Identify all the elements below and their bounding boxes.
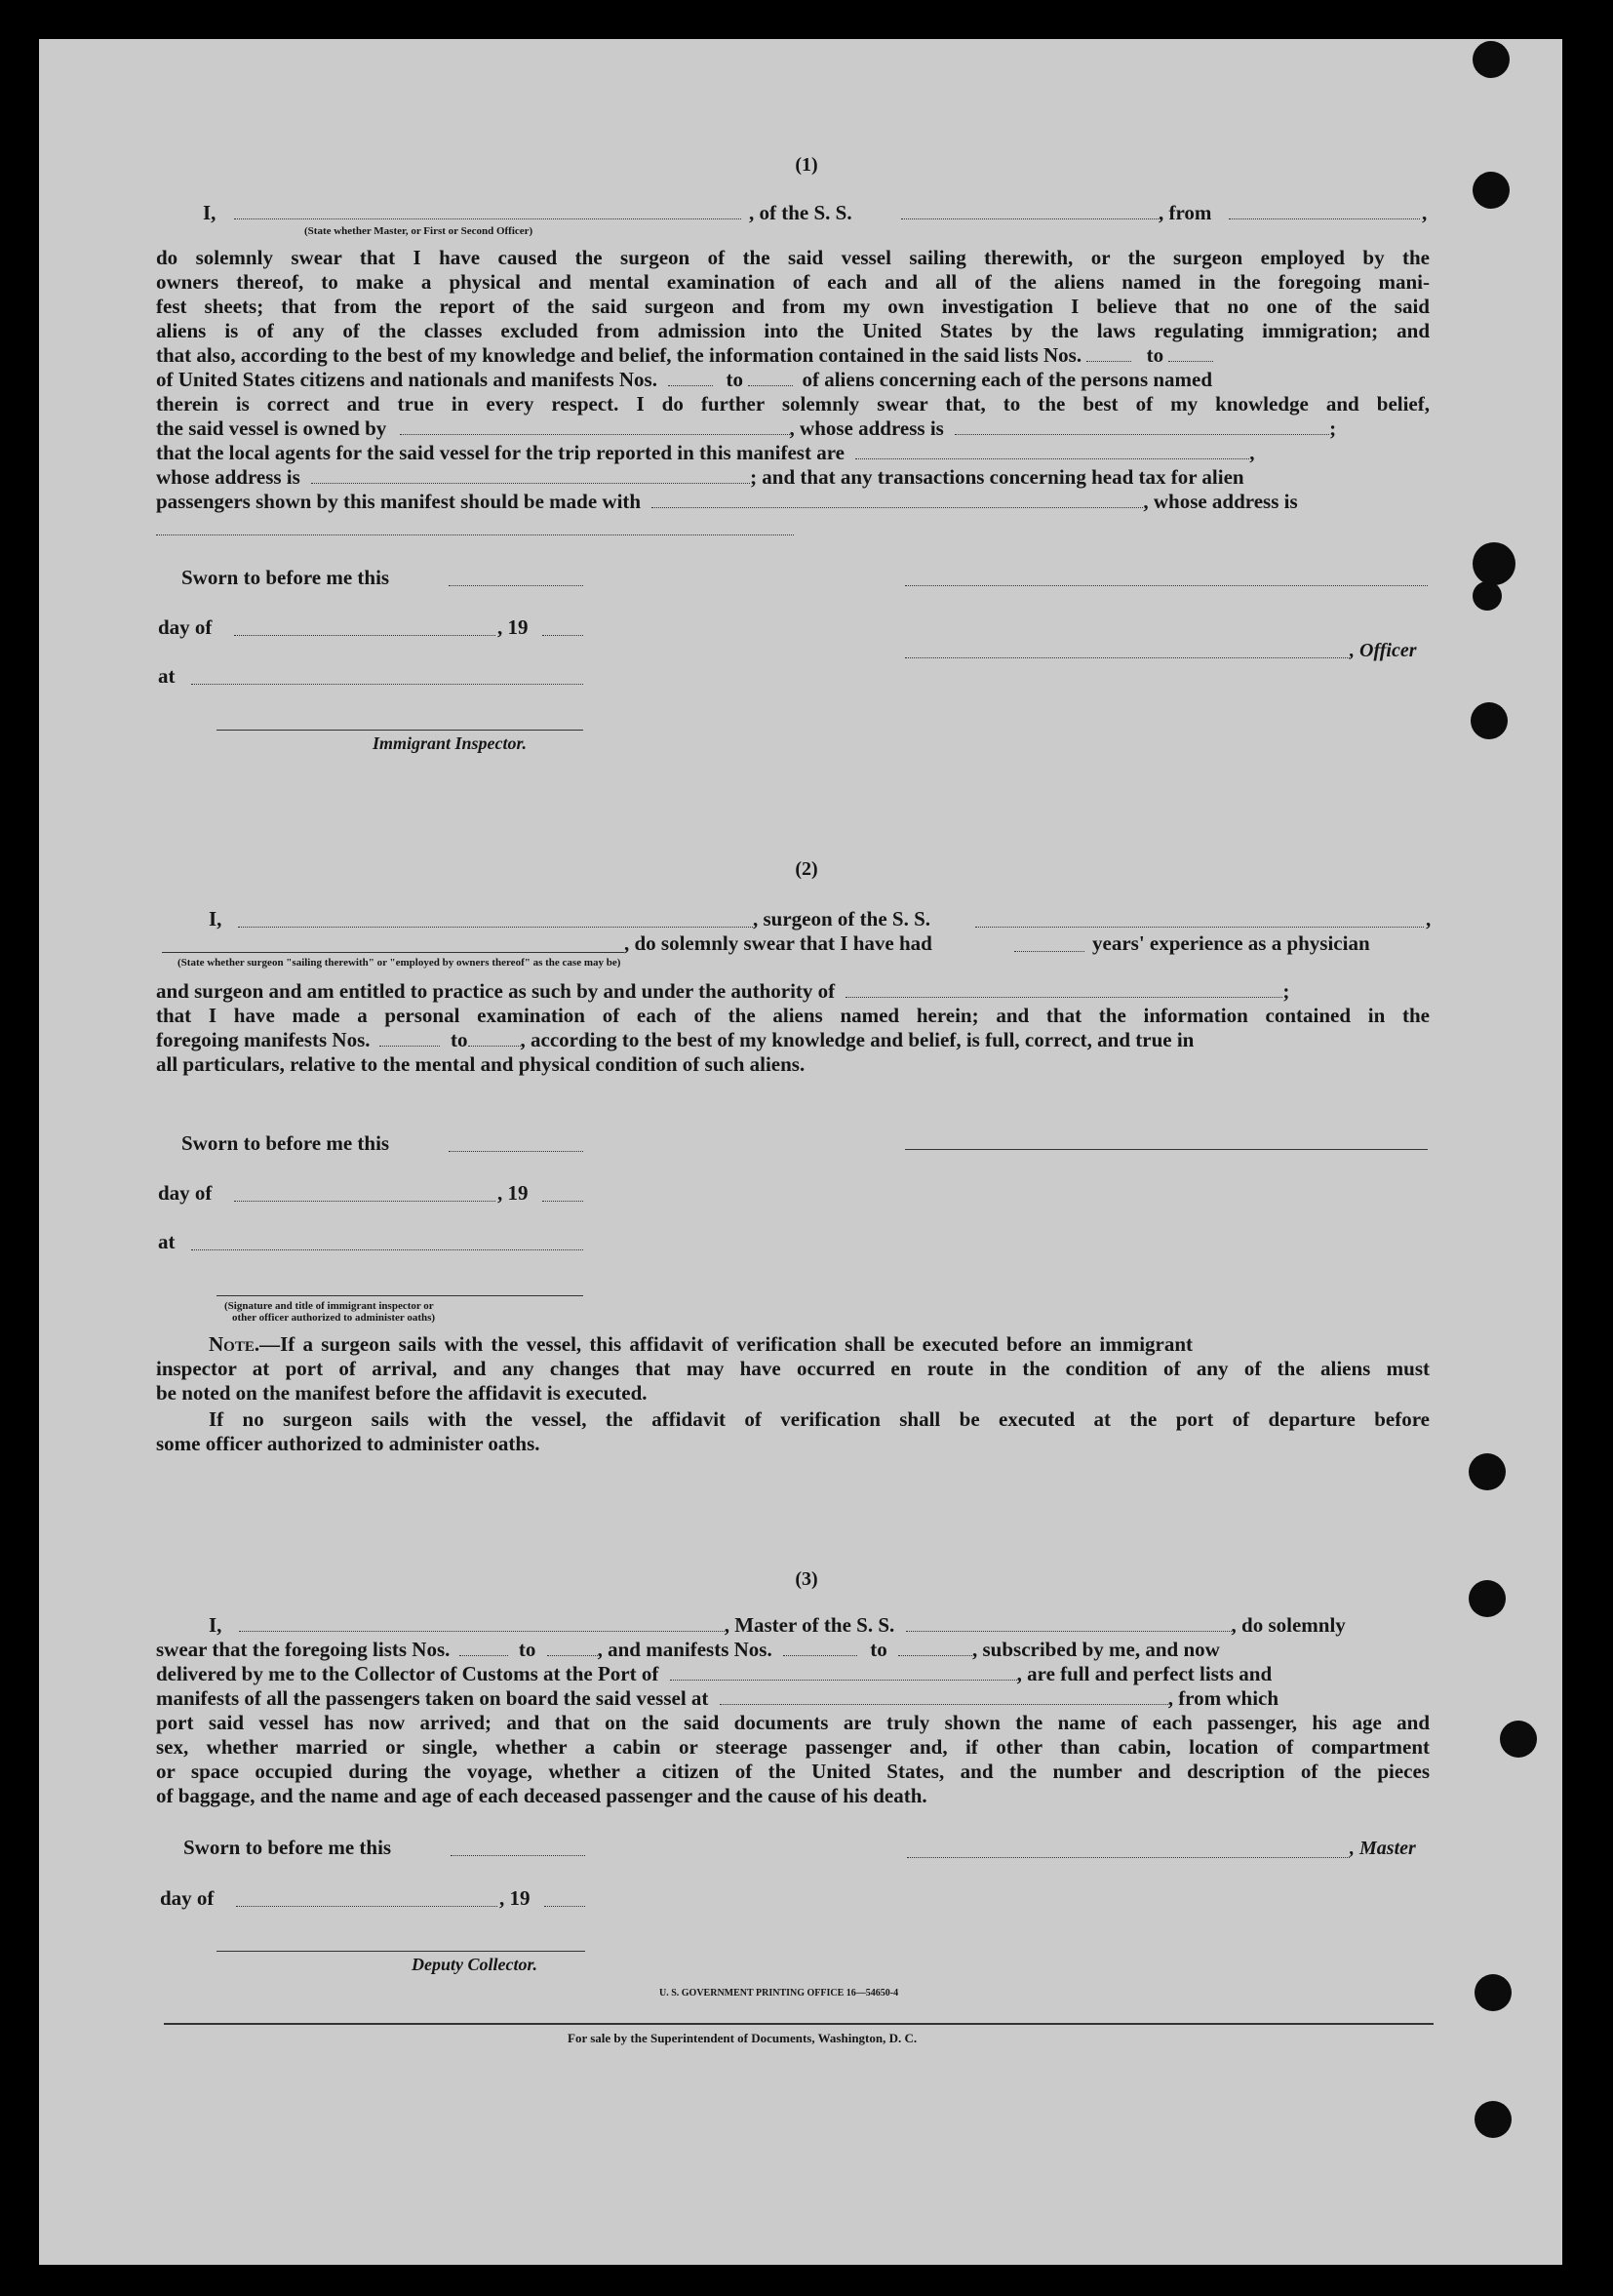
s3-day-of: day of — [160, 1886, 215, 1910]
s1-at-line[interactable] — [191, 684, 583, 685]
s1-l6a: of United States citizens and nationals and manifests Nos. — [156, 368, 657, 391]
s3-l2e: , subscribed by me, and now — [971, 1638, 1220, 1661]
s2-surgeon-note: (State whether surgeon "sailing therewith" or "employed by owners thereof" as the case may be) — [177, 957, 621, 969]
s2-sworn-line[interactable] — [449, 1151, 583, 1152]
s2-l2a: , do solemnly swear that I have had — [624, 931, 932, 955]
s3-l4a: manifests of all the passengers taken on board the said vessel at — [156, 1686, 709, 1710]
s1-from-port-line[interactable] — [1229, 218, 1420, 219]
punch-hole — [1475, 1974, 1512, 2011]
s3-l2b: to — [518, 1638, 536, 1661]
s3-manifests-from-line[interactable] — [783, 1642, 857, 1656]
s3-l2d: to — [870, 1638, 887, 1661]
s3-master-label: , Master — [1350, 1838, 1416, 1859]
s2-l6: all particulars, relative to the mental and physical condition of such aliens. — [156, 1052, 806, 1076]
s3-sworn-line[interactable] — [451, 1855, 585, 1856]
s1-line10 — [156, 465, 1432, 490]
s1-l11b: , whose address is — [1143, 490, 1298, 513]
s1-officer-note: (State whether Master, or First or Second Officer) — [304, 225, 533, 237]
s2-sig-note-1: (Signature and title of immigrant inspector or — [224, 1300, 434, 1312]
s1-line6 — [156, 368, 1432, 392]
s1-owner-address-line[interactable] — [955, 420, 1329, 435]
s2-note-line-1 — [209, 1332, 1430, 1357]
s2-at: at — [158, 1230, 176, 1253]
s1-l6b: to — [726, 368, 743, 391]
s1-agents-line[interactable] — [855, 445, 1249, 459]
footer-rule — [164, 2023, 1434, 2025]
s2-note-label: Note. — [209, 1332, 260, 1356]
s1-day-line[interactable] — [234, 635, 495, 636]
s2-line3 — [156, 979, 1432, 1004]
s1-sworn-line[interactable] — [449, 585, 583, 586]
s2-manifests-to-line[interactable] — [468, 1032, 521, 1047]
punch-hole — [1469, 1453, 1506, 1490]
s1-address-continuation-line[interactable] — [156, 534, 794, 535]
s3-l1c: , do solemnly — [1231, 1613, 1346, 1637]
s1-l8b: , whose address is — [789, 416, 944, 440]
s1-officer-name-line[interactable] — [234, 218, 741, 219]
s1-lists-to-line[interactable] — [1168, 347, 1213, 362]
s1-l9: that the local agents for the said vessel for the trip reported in this manifest are — [156, 441, 845, 464]
s1-line11 — [156, 490, 1432, 514]
s2-surgeon-signature-line[interactable] — [905, 1149, 1428, 1150]
section-1-number: (1) — [795, 154, 818, 176]
s2-inspector-signature-line[interactable] — [216, 1295, 583, 1296]
s2-manifests-from-line[interactable] — [379, 1032, 440, 1047]
s3-manifests-to-line[interactable] — [898, 1642, 972, 1656]
s1-l10a: whose address is — [156, 465, 300, 489]
s2-surgeon-type-line[interactable] — [162, 952, 624, 953]
s1-l6c: of aliens concerning each of the persons named — [802, 368, 1213, 391]
s3-line1 — [209, 1613, 1430, 1638]
s1-year: , 19 — [497, 615, 529, 639]
s3-l3a: delivered by me to the Collector of Customs at the Port of — [156, 1662, 659, 1685]
s3-para-line: sex, whether married or single, whether a cabin or steerage passenger and, if other than cabin, location of compartment — [156, 1735, 1430, 1759]
s3-sworn: Sworn to before me this — [183, 1836, 392, 1859]
s3-boarding-port-line[interactable] — [720, 1690, 1168, 1705]
s2-note2: If no surgeon sails with the vessel, the affidavit of verification shall be executed at the port of departure before — [209, 1407, 1430, 1431]
s1-para-line: do solemnly swear that I have caused the surgeon of the said vessel sailing therewith, or the surgeon employed by the — [156, 246, 1430, 269]
s1-line5 — [156, 343, 1432, 368]
s2-i: I, — [209, 907, 222, 930]
punch-hole — [1500, 1721, 1537, 1758]
s1-l7: therein is correct and true in every respect. I do further solemnly swear that, to the best of my knowledge and belief, — [156, 392, 1430, 416]
s1-ship-name-line[interactable] — [901, 218, 1161, 219]
s1-at: at — [158, 664, 176, 688]
s1-para-line: owners thereof, to make a physical and mental examination of each and all of the aliens named in the foregoing mani- — [156, 270, 1430, 294]
s3-line4 — [156, 1686, 1432, 1711]
s1-officer-signature-line[interactable] — [905, 585, 1428, 586]
s3-l3b: , are full and perfect lists and — [1016, 1662, 1273, 1685]
s3-l2a: swear that the foregoing lists Nos. — [156, 1638, 451, 1661]
s1-agents-address-line[interactable] — [311, 469, 750, 484]
s2-note2b: some officer authorized to administer oaths. — [156, 1432, 540, 1455]
s2-note-line: be noted on the manifest before the affidavit is executed. — [156, 1381, 648, 1405]
s1-from: , from — [1159, 201, 1212, 224]
s1-i: I, — [203, 201, 216, 224]
s2-l5c: , according to the best of my knowledge and belief, is full, correct, and true in — [520, 1028, 1195, 1051]
s1-owner-line[interactable] — [400, 420, 790, 435]
s2-sworn: Sworn to before me this — [181, 1131, 390, 1155]
s2-note-text: —If a surgeon sails with the vessel, this affidavit of verification shall be executed before an immigrant — [259, 1332, 1194, 1356]
s2-day-of: day of — [158, 1181, 213, 1205]
s2-l2b: years' experience as a physician — [1092, 931, 1370, 955]
s1-head-tax-line[interactable] — [651, 494, 1143, 508]
s1-day-of: day of — [158, 615, 213, 639]
s3-day-line[interactable] — [236, 1906, 497, 1907]
s2-sig-note-2: other officer authorized to administer oaths) — [232, 1312, 436, 1324]
s3-port-line[interactable] — [670, 1666, 1017, 1681]
s3-year-line[interactable] — [544, 1906, 585, 1907]
s1-line8 — [156, 416, 1432, 441]
s1-line9 — [156, 441, 1432, 465]
s2-l5a: foregoing manifests Nos. — [156, 1028, 371, 1051]
s1-inspector-label: Immigrant Inspector. — [373, 733, 528, 753]
s3-para-line: or space occupied during the voyage, whether a citizen of the United States, and the number and description of the pieces — [156, 1760, 1430, 1783]
s3-line2 — [156, 1638, 1432, 1662]
s1-inspector-signature-line[interactable] — [216, 730, 583, 731]
s1-para-line: fest sheets; that from the report of the said surgeon and from my own investigation I believe that no one of the said — [156, 295, 1430, 318]
s2-surgeon-name-line[interactable] — [238, 927, 753, 928]
s2-comma: , — [1426, 907, 1432, 930]
sale-notice: For sale by the Superintendent of Documents, Washington, D. C. — [568, 2031, 918, 2045]
section-2-number: (2) — [795, 858, 818, 880]
s3-lists-to-line[interactable] — [547, 1642, 598, 1656]
s2-l3end: ; — [1282, 979, 1290, 1003]
s2-l3: and surgeon and am entitled to practice as such by and under the authority of — [156, 979, 836, 1003]
s2-years-line[interactable] — [1014, 951, 1084, 952]
punch-hole — [1475, 2101, 1512, 2138]
s1-manifests-from-line[interactable] — [668, 372, 713, 386]
s2-note-line: inspector at port of arrival, and any changes that may have occurred en route in the condition of any of the aliens must — [156, 1357, 1430, 1380]
s1-l10b: ; and that any transactions concerning head tax for alien — [750, 465, 1244, 489]
s1-l11a: passengers shown by this manifest should be made with — [156, 490, 642, 513]
punch-hole — [1473, 172, 1510, 209]
s1-para-line: aliens is of any of the classes excluded from admission into the United States by the laws regulating immigration; and — [156, 319, 1430, 342]
s1-officer-title-line[interactable] — [905, 657, 1350, 658]
s1-l9end: , — [1249, 441, 1255, 464]
s1-l5b: to — [1146, 343, 1164, 367]
s2-ship-name-line[interactable] — [975, 927, 1424, 928]
s1-l5a: that also, according to the best of my knowledge and belief, the information contained in the said lists Nos. — [156, 343, 1082, 367]
s3-ship-name-line[interactable] — [906, 1617, 1232, 1632]
s3-master-signature-line[interactable] — [907, 1857, 1350, 1858]
s1-of-ss: , of the S. S. — [749, 201, 852, 224]
s2-surgeon-of-ss: , surgeon of the S. S. — [753, 907, 931, 930]
s3-l1a: I, — [209, 1613, 222, 1637]
s3-lists-from-line[interactable] — [459, 1642, 508, 1656]
s1-manifests-to-line[interactable] — [748, 372, 793, 386]
s1-lists-from-line[interactable] — [1086, 347, 1131, 362]
punch-hole — [1473, 581, 1502, 611]
s1-sworn: Sworn to before me this — [181, 566, 390, 589]
s3-line3 — [156, 1662, 1432, 1686]
section-3-number: (3) — [795, 1568, 818, 1590]
s2-year: , 19 — [497, 1181, 529, 1205]
s1-l8c: ; — [1329, 416, 1337, 440]
gpo-imprint: U. S. GOVERNMENT PRINTING OFFICE 16—54650-4 — [659, 1988, 899, 1999]
punch-hole — [1473, 542, 1515, 585]
s3-deputy-signature-line[interactable] — [216, 1951, 585, 1952]
s2-year-line[interactable] — [542, 1201, 583, 1202]
s1-officer-label: , Officer — [1350, 640, 1417, 661]
s3-master-name-line[interactable] — [239, 1617, 725, 1632]
s2-authority-line[interactable] — [846, 983, 1282, 998]
s3-year: , 19 — [499, 1886, 531, 1910]
s1-year-line[interactable] — [542, 635, 583, 636]
s1-l8a: the said vessel is owned by — [156, 416, 387, 440]
s3-l1b: , Master of the S. S. — [724, 1613, 895, 1637]
s2-line5 — [156, 1028, 1432, 1052]
s3-deputy-label: Deputy Collector. — [412, 1955, 537, 1974]
s3-l4b: , from which — [1167, 1686, 1279, 1710]
s2-l4: that I have made a personal examination of each of the aliens named herein; and that the information contained in the — [156, 1004, 1430, 1027]
s2-l5b: to — [451, 1028, 468, 1051]
s2-at-line[interactable] — [191, 1249, 583, 1250]
s3-last-line: of baggage, and the name and age of each deceased passenger and the cause of his death. — [156, 1784, 927, 1807]
s1-comma: , — [1422, 201, 1428, 224]
s3-para-line: port said vessel has now arrived; and that on the said documents are truly shown the name of each passenger, his age and — [156, 1711, 1430, 1734]
punch-hole — [1471, 702, 1508, 739]
s2-day-line[interactable] — [234, 1201, 495, 1202]
punch-hole — [1473, 41, 1510, 78]
s3-l2c: , and manifests Nos. — [597, 1638, 772, 1661]
